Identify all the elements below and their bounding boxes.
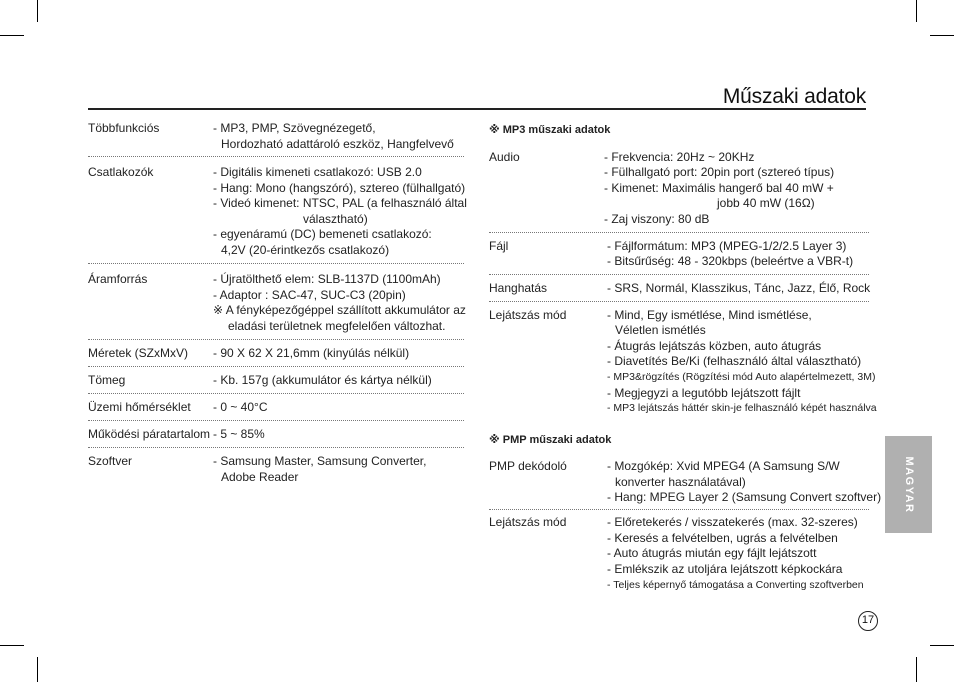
spec-row-humidity [88, 427, 464, 443]
spec-value: - Videó kimenet: NTSC, PAL (a felhasználó által [213, 196, 467, 211]
mp3-row-sound-effect [489, 281, 869, 297]
spec-key: Üzemi hőmérséklet [88, 400, 191, 414]
divider [88, 263, 464, 264]
crop-mark [0, 35, 24, 36]
spec-value: - Bitsűrűség: 48 - 320kbps (beleértve a VBR-t) [607, 254, 854, 269]
spec-row-multifunction [88, 121, 464, 152]
spec-row-weight [88, 373, 464, 389]
spec-value: konverter használatával) [615, 474, 746, 489]
crop-mark [37, 0, 38, 22]
spec-key: PMP dekódoló [489, 459, 567, 474]
spec-value: - MP3 lejátszás háttér skin-je felhasználó képét használva [607, 402, 877, 415]
spec-note: eladási területnek megfelelően változhat. [228, 318, 446, 333]
spec-key: Működési páratartalom [88, 427, 211, 441]
spec-value: - Frekvencia: 20Hz ~ 20KHz [604, 149, 755, 164]
spec-value: - Kb. 157g (akkumulátor és kártya nélkül) [213, 373, 432, 387]
spec-value: - Hang: MPEG Layer 2 (Samsung Convert szoftver) [607, 490, 882, 505]
page-title: Műszaki adatok [722, 85, 866, 108]
mp3-row-audio [489, 150, 869, 228]
divider [489, 274, 869, 275]
spec-value: - Auto átugrás miután egy fájlt lejátszott [607, 546, 817, 561]
spec-value: - Mind, Egy ismétlése, Mind ismétlése, [607, 307, 812, 322]
spec-value: - Fülhallgató port: 20pin port (sztereó típus) [604, 165, 835, 180]
spec-key: Méretek (SZxMxV) [88, 346, 189, 360]
pmp-section-heading: ※ PMP műszaki adatok [489, 433, 612, 446]
spec-value: Hordozható adattároló eszköz, Hangfelvevő [221, 136, 454, 151]
spec-value: - MP3, PMP, Szövegnézegető, [213, 121, 376, 135]
spec-value: - SRS, Normál, Klasszikus, Tánc, Jazz, Élő, Rock [607, 280, 871, 295]
language-tab [885, 436, 932, 533]
crop-mark [916, 657, 917, 682]
spec-value: - Samsung Master, Samsung Converter, [213, 454, 427, 468]
divider [489, 509, 869, 510]
divider [489, 232, 869, 233]
spec-key: Tömeg [88, 373, 126, 387]
spec-value: - Digitális kimeneti csatlakozó: USB 2.0 [213, 165, 422, 179]
spec-key: Áramforrás [88, 272, 148, 286]
divider [489, 301, 869, 302]
spec-value: - Keresés a felvételben, ugrás a felvételben [607, 530, 838, 545]
spec-value: - 5 ~ 85% [213, 427, 265, 441]
spec-row-connectors [88, 165, 467, 259]
spec-row-dimensions [88, 346, 464, 362]
spec-key: Hanghatás [489, 280, 548, 295]
spec-value: - 90 X 62 X 21,6mm (kinyúlás nélkül) [213, 346, 410, 360]
crop-mark [930, 645, 954, 646]
spec-value: választható) [303, 211, 368, 226]
spec-value: - Adaptor : SAC-47, SUC-C3 (20pin) [213, 287, 406, 302]
pmp-row-play-mode [489, 515, 869, 593]
divider [88, 156, 464, 157]
spec-key: Lejátszás mód [489, 307, 567, 322]
spec-note: ※ A fényképezőgéppel szállított akkumulátor az [213, 303, 466, 318]
media-specs [489, 123, 882, 593]
pmp-row-decoder [489, 459, 882, 506]
spec-value: - Fájlformátum: MP3 (MPEG-1/2/2.5 Layer 3) [607, 238, 847, 253]
crop-mark [930, 35, 954, 36]
spec-value: - Kimenet: Maximális hangerő bal 40 mW + [604, 180, 834, 195]
divider [88, 339, 464, 340]
spec-value: - Diavetítés Be/Ki (felhasználó által választható) [607, 354, 862, 369]
mp3-row-play-mode [489, 307, 877, 417]
spec-key: Audio [489, 149, 520, 164]
spec-value: jobb 40 mW (16Ω) [717, 196, 815, 211]
divider [88, 420, 464, 421]
title-rule [88, 108, 866, 110]
spec-row-power [88, 272, 464, 335]
mp3-row-file [489, 239, 869, 270]
spec-value: - 0 ~ 40°C [213, 400, 268, 414]
spec-value: 4,2V (20-érintkezős csatlakozó) [221, 242, 390, 257]
spec-key: Csatlakozók [88, 165, 154, 179]
spec-row-temperature [88, 400, 464, 416]
crop-mark [916, 0, 917, 22]
spec-value: - MP3&rögzítés (Rögzítési mód Auto alapértelmezett, 3M) [607, 370, 876, 383]
spec-value: - Előretekerés / visszatekerés (max. 32-szeres) [607, 515, 858, 530]
spec-key: Szoftver [88, 454, 133, 468]
spec-value: - Újratölthető elem: SLB-1137D (1100mAh) [213, 272, 441, 286]
spec-value: - Átugrás lejátszás közben, auto átugrás [607, 338, 822, 353]
spec-key: Többfunkciós [88, 121, 160, 135]
spec-value: - egyenáramú (DC) bemeneti csatlakozó: [213, 227, 432, 242]
divider [88, 393, 464, 394]
divider [88, 366, 464, 367]
spec-value: Adobe Reader [221, 469, 299, 484]
divider [88, 447, 464, 448]
spec-value: - Megjegyzi a legutóbb lejátszott fájlt [607, 385, 801, 400]
general-specs [88, 121, 467, 486]
spec-value: Véletlen ismétlés [615, 323, 706, 338]
crop-mark [0, 645, 24, 646]
spec-key: Fájl [489, 238, 509, 253]
page-number: 17 [858, 611, 878, 631]
spec-value: - Hang: Mono (hangszóró), sztereo (fülhallgató) [213, 180, 466, 195]
language-tab-label: MAGYAR [902, 456, 915, 513]
spec-value: - Emlékszik az utoljára lejátszott képkockára [607, 561, 843, 576]
spec-row-software [88, 454, 464, 486]
spec-value: - Zaj viszony: 80 dB [604, 211, 710, 226]
spec-value: - Teljes képernyő támogatása a Converting szoftverben [607, 578, 864, 591]
spec-value: - Mozgókép: Xvid MPEG4 (A Samsung S/W [607, 459, 840, 474]
mp3-section-heading: ※ MP3 műszaki adatok [489, 124, 611, 136]
crop-mark [37, 657, 38, 682]
spec-key: Lejátszás mód [489, 515, 567, 530]
